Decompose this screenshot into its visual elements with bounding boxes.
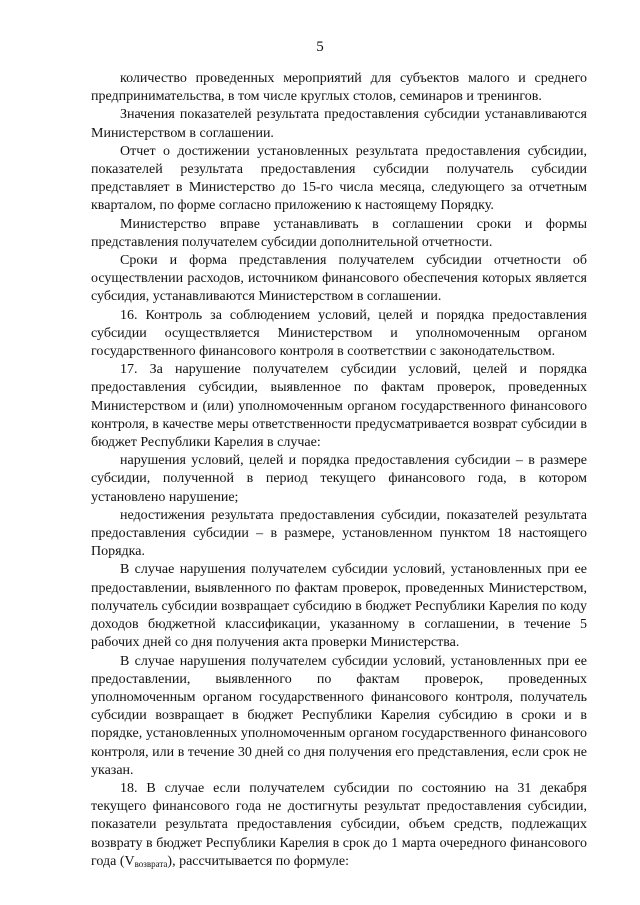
paragraph-18-tail: ), рассчитывается по формуле: — [167, 853, 349, 869]
paragraph-non-achievement: недостижения результата предоставления субсидии, показателей результата предоставления субсидии – в размере, установленном пунктом 18 настоящего Порядка. — [91, 507, 587, 560]
paragraph-indicator-values: Значения показателей результата предоставления субсидии устанавливаются Министерством в соглашении. — [91, 107, 587, 141]
paragraph-expense-reporting: Сроки и форма представления получателем субсидии отчетности об осуществлении расходов, источником финансового обеспечения которых является субсидия, устанавливаются Министерством в соглашении. — [91, 253, 587, 305]
refund-subscript: возврата — [134, 858, 168, 869]
paragraph-events-count: количество проведенных мероприятий для субъектов малого и среднего предпринимательства, в том числе круглых столов, семинаров и тренингов. — [91, 71, 587, 105]
paragraph-control-body-inspection: В случае нарушения получателем субсидии условий, установленных при ее предоставлении, выявленного по фактам проверок, проведенных уполномоченным органом государственного финансового контроля, получатель субсидии возвращает в бюджет Республики Карелия субсидию в сроки и в порядке, установленных уполномоченным органом государственного финансового контроля, или в течение 30 дней со дня получения его представления, если срок не указан. — [91, 653, 587, 778]
paragraph-18-refund-formula — [91, 780, 587, 871]
document-body — [91, 70, 587, 871]
paragraph-16-control: 16. Контроль за соблюдением условий, целей и порядка предоставления субсидии осуществляется Министерством и уполномоченным органом государственного финансового контроля в соответствии с законодательством. — [91, 307, 587, 360]
page-number: 5 — [316, 39, 324, 55]
paragraph-ministry-inspection: В случае нарушения получателем субсидии условий, установленных при ее предоставлении, выявленного по фактам проверок, проведенных Министерством, получатель субсидии возвращает субсидию в бюджет Республики Карелия по коду доходов бюджетной классификации, указанному в соглашении, в течение 5 рабочих дней со дня получения акта проверки Министерства. — [91, 562, 587, 651]
paragraph-violation-conditions: нарушения условий, целей и порядка предоставления субсидии – в размере субсидии, полученной в период текущего финансового года, в котором установлено нарушение; — [91, 453, 587, 505]
paragraph-17-violation: 17. За нарушение получателем субсидии условий, целей и порядка предоставления субсидии, выявленное по фактам проверок, проведенных Министерством и (или) уполномоченным органом государственного финансового контроля, в качестве меры ответственности предусматривается возврат субсидии в бюджет Республики Карелия в случае: — [91, 362, 587, 451]
paragraph-additional-reporting: Министерство вправе устанавливать в соглашении сроки и формы представления получателем субсидии дополнительной отчетности. — [91, 216, 587, 250]
paragraph-report-submission: Отчет о достижении установленных результата предоставления субсидии, показателей результата предоставления субсидии получатель субсидии представляет в Министерство до 15-го числа месяца, следующего за отчетным кварталом, по форме согласно приложению к настоящему Порядку. — [91, 143, 587, 214]
paragraph-18-text: 18. В случае если получателем субсидии по состоянию на 31 декабря текущего финансового года не достигнуты результат предоставления субсидии, показатели результата предоставления субсидии, объем средств, подлежащих возврату в бюджет Республики Карелия в срок до 1 марта очередного финансового года (V — [91, 780, 587, 869]
